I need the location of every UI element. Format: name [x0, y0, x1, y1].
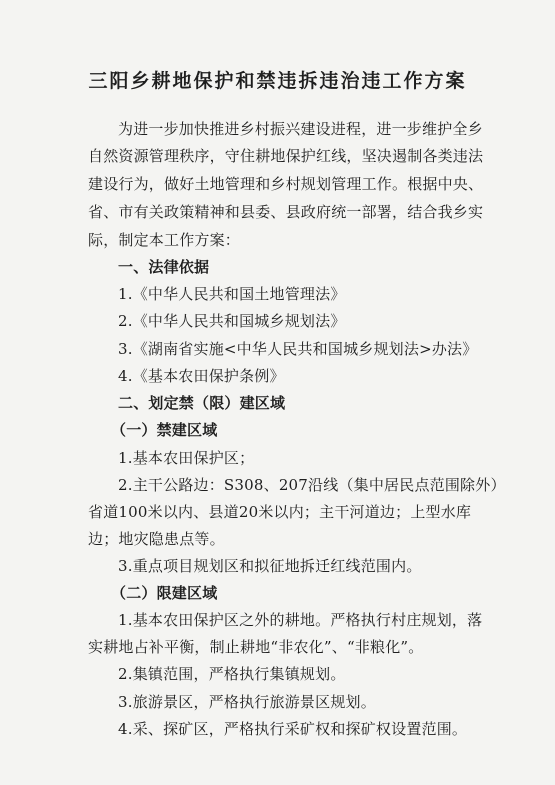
restricted-item-1-line-2: 实耕地占补平衡，制止耕地“非农化”、“非粮化”。: [88, 638, 424, 656]
prohibited-item-1: 1.基本农田保护区；: [118, 449, 255, 467]
legal-item-4: 4.《基本农田保护条例》: [118, 367, 285, 385]
prohibited-item-2-line-2: 省道100米以内、县道20米以内；主干河道边；上型水库: [88, 503, 472, 521]
section-heading-zones: 二、划定禁（限）建区域: [118, 394, 286, 412]
intro-line-3: 建设行为，做好土地管理和乡村规划管理工作。根据中央、: [88, 175, 484, 193]
legal-item-1: 1.《中华人民共和国土地管理法》: [118, 285, 346, 303]
prohibited-item-2-line-1: 2.主干公路边：S308、207沿线（集中居民点范围除外）: [118, 476, 506, 494]
intro-line-4: 省、市有关政策精神和县委、县政府统一部署，结合我乡实: [88, 203, 484, 221]
document-title: 三阳乡耕地保护和禁违拆违治违工作方案: [88, 70, 467, 92]
subheading-restricted-zones: （二）限建区域: [111, 584, 218, 602]
section-heading-legal-basis: 一、法律依据: [118, 258, 210, 276]
restricted-item-1-line-1: 1.基本农田保护区之外的耕地。严格执行村庄规划，落: [118, 611, 483, 629]
legal-item-2: 2.《中华人民共和国城乡规划法》: [118, 312, 346, 330]
intro-line-1: 为进一步加快推进乡村振兴建设进程，进一步维护全乡: [118, 120, 483, 138]
legal-item-3: 3.《湖南省实施<中华人民共和国城乡规划法>办法》: [118, 340, 478, 358]
subheading-prohibited-zones: （一）禁建区域: [111, 421, 218, 439]
prohibited-item-3: 3.重点项目规划区和拟征地拆迁红线范围内。: [118, 557, 422, 575]
restricted-item-4: 4.采、探矿区，严格执行采矿权和探矿权设置范围。: [118, 720, 468, 738]
restricted-item-3: 3.旅游景区，严格执行旅游景区规划。: [118, 693, 376, 711]
prohibited-item-2-line-3: 边；地灾隐患点等。: [88, 530, 225, 548]
intro-line-5: 际，制定本工作方案：: [88, 231, 241, 249]
intro-line-2: 自然资源管理秩序，守住耕地保护红线，坚决遏制各类违法: [88, 147, 484, 165]
restricted-item-2: 2.集镇范围，严格执行集镇规划。: [118, 665, 346, 683]
